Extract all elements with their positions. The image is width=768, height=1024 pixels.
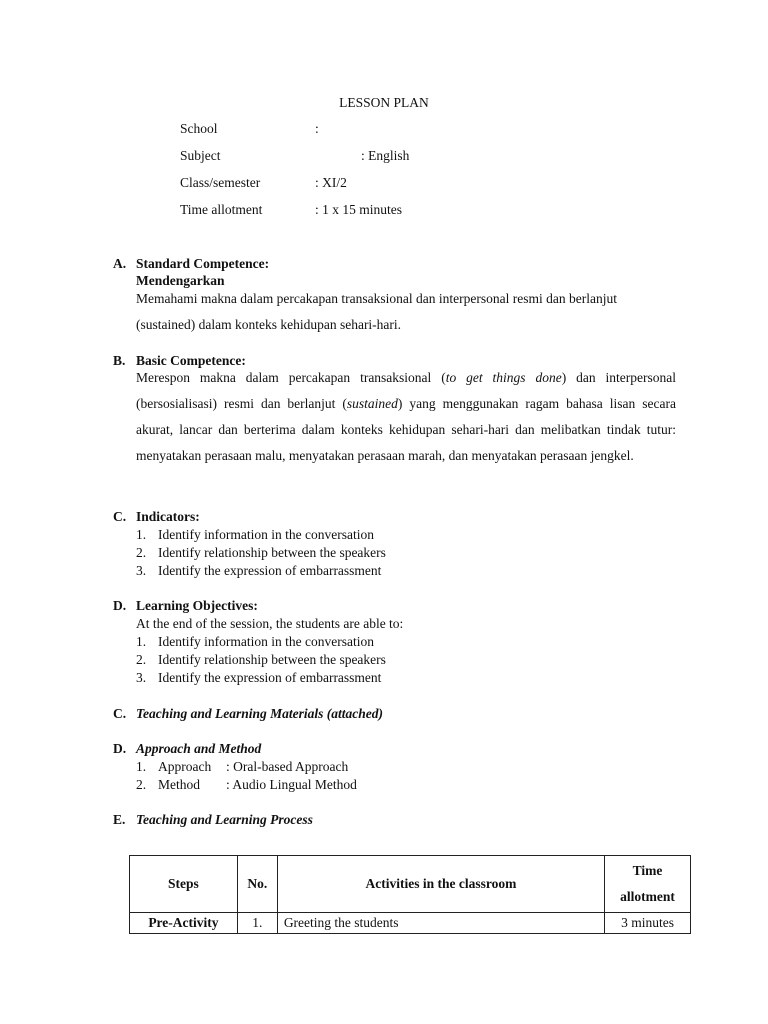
school-label: School [180,121,218,136]
process-table [129,855,691,934]
section-a-text-line1: Memahami makna dalam percakapan transaksional dan interpersonal resmi dan berlanjut [136,291,617,306]
list-item-number: 1. [136,527,147,542]
section-b-text-1: Merespon makna dalam percakapan transaksional ( [136,370,446,385]
header-activities: Activities in the classroom [277,856,604,913]
section-e-letter: E. [113,812,126,827]
list-item-number: 1. [136,634,147,649]
table-header-row [130,856,691,913]
section-c2-letter: C. [113,706,127,721]
section-c2-title: Teaching and Learning Materials (attached) [136,706,384,721]
section-b-paragraph [136,365,676,469]
list-item: Identify information in the conversation [158,634,374,649]
list-item: Identify the expression of embarrassment [158,670,382,685]
approach-value: : Oral-based Approach [226,759,349,774]
section-b-italic-1: to get things done [445,370,562,385]
list-item: Identify relationship between the speakers [158,652,386,667]
method-value: : Audio Lingual Method [226,777,357,792]
section-d2-title: Approach and Method [136,741,262,756]
section-b-letter: B. [113,353,126,368]
list-item: Identify the expression of embarrassment [158,563,382,578]
section-b-italic-2: sustained [346,396,398,411]
page-title: LESSON PLAN [339,95,429,110]
header-time-line2: allotment [620,889,675,904]
section-d2-letter: D. [113,741,127,756]
cell-no: 1. [237,913,277,934]
section-a-title: Standard Competence: [136,256,270,271]
section-b-text-3: ) yang menggunakan ragam bahasa lisan secara akurat, lancar dan berterima dalam konteks kehidupan sehari-hari dan melibatkan tindak tutur: menyatakan perasaan malu, menyatakan perasaan marah, dan menyatakan perasaan jengkel. [136,396,676,463]
header-time-line1: Time [632,863,663,878]
list-item: Identify relationship between the speakers [158,545,386,560]
class-label: Class/semester [180,175,261,190]
section-a-subtitle: Mendengarkan [136,273,225,288]
section-b-text-2: ) dan interpersonal (bersosialisasi) resmi dan berlanjut ( [136,370,676,411]
table-row [130,913,691,934]
list-item-number: 1. [136,759,147,774]
list-item-number: 3. [136,670,147,685]
list-item-number: 3. [136,563,147,578]
approach-label: Approach [158,759,212,774]
subject-value: : English [361,148,410,163]
header-time [605,856,691,913]
section-a-letter: A. [113,256,127,271]
section-d-title: Learning Objectives: [136,598,258,613]
header-steps: Steps [130,856,238,913]
section-e-title: Teaching and Learning Process [136,812,313,827]
school-value: : [315,121,319,136]
section-b-title: Basic Competence: [136,353,246,368]
section-c-title: Indicators: [136,509,200,524]
subject-label: Subject [180,148,221,163]
section-d-letter: D. [113,598,127,613]
method-label: Method [158,777,200,792]
list-item-number: 2. [136,545,147,560]
section-c-letter: C. [113,509,127,524]
time-label: Time allotment [180,202,263,217]
section-a-text-line2: (sustained) dalam konteks kehidupan sehari-hari. [136,317,402,332]
class-value: : XI/2 [315,175,347,190]
list-item: Identify information in the conversation [158,527,374,542]
cell-steps: Pre-Activity [130,913,238,934]
list-item-number: 2. [136,652,147,667]
time-value: : 1 x 15 minutes [315,202,402,217]
section-d-intro: At the end of the session, the students are able to: [136,616,404,631]
cell-activity: Greeting the students [277,913,604,934]
cell-time: 3 minutes [605,913,691,934]
list-item-number: 2. [136,777,147,792]
header-no: No. [237,856,277,913]
